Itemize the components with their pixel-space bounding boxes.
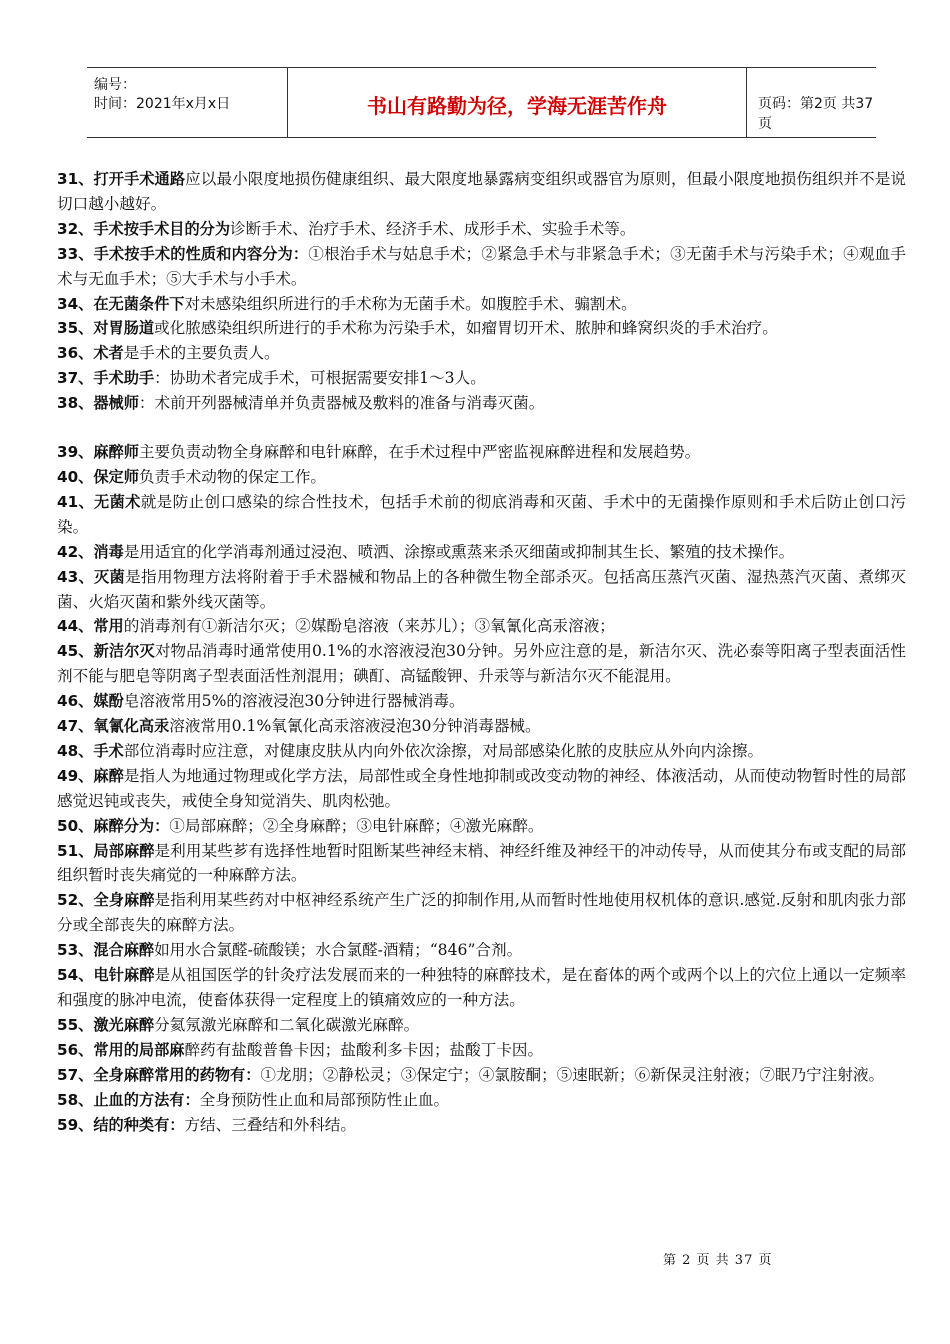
item-text: 是指用物理方法将附着于手术器械和物品上的各种微生物全部杀灭。包括高压蒸汽灭菌、湿热蒸汽灭菌、煮绑灭菌、火焰灭菌和紫外线灭菌等。 xyxy=(57,567,906,611)
item-text: 负责手术动物的保定工作。 xyxy=(138,467,327,486)
item-text: 如用水合氯醛-硫酸镁；水合氯醛-酒精；“846”合剂。 xyxy=(154,941,523,960)
list-item xyxy=(57,217,906,242)
list-item xyxy=(57,490,906,540)
list-item xyxy=(57,565,906,615)
header-middle-cell xyxy=(287,68,747,137)
item-text: ①局部麻醉；②全身麻醉；③电针麻醉；④激光麻醉。 xyxy=(169,816,544,835)
item-term: 58、止血的方法有： xyxy=(57,1090,200,1109)
item-text: ①根治手术与姑息手术；②紧急手术与非紧急手术；③无菌手术与污染手术；④观血手术与无血手术；⑤大手术与小手术。 xyxy=(57,244,906,288)
header-motto: 书山有路勤为径，学海无涯苦作舟 xyxy=(367,94,667,118)
document-code-label: 编号： xyxy=(94,77,136,93)
item-text: 醉药有盐酸普鲁卡因；盐酸利多卡因；盐酸丁卡因。 xyxy=(184,1040,544,1059)
item-term: 33、手术按手术的性质和内容分为： xyxy=(57,244,309,263)
page-footer: 第 2 页 共 37 页 xyxy=(663,1253,773,1268)
paragraph-gap xyxy=(57,416,906,440)
item-text: 全身预防性止血和局部预防性止血。 xyxy=(199,1090,450,1109)
list-item xyxy=(57,366,906,391)
item-term: 51、局部麻醉 xyxy=(57,841,155,860)
item-term: 42、消毒 xyxy=(57,542,124,561)
list-item xyxy=(57,714,906,739)
item-term: 48、手术 xyxy=(57,741,124,760)
item-term: 36、术者 xyxy=(57,344,124,363)
item-text: 部位消毒时应注意，对健康皮肤从内向外依次涂擦，对局部感染化脓的皮肤应从外向内涂擦。 xyxy=(123,741,764,760)
item-term: 32、手术按手术目的分为 xyxy=(57,219,231,238)
document-body xyxy=(57,167,906,1137)
list-item xyxy=(57,614,906,639)
item-term: 52、全身麻醉 xyxy=(57,891,155,910)
item-term: 44、常用 xyxy=(57,617,124,636)
item-term: 31、打开手术通路 xyxy=(57,170,186,188)
item-text: 是手术的主要负责人。 xyxy=(123,344,280,363)
list-item xyxy=(57,341,906,366)
header-table xyxy=(87,67,876,138)
item-text: 是用适宜的化学消毒剂通过浸泡、喷洒、涂擦或熏蒸来杀灭细菌或抑制其生长、繁殖的技术操作。 xyxy=(123,542,795,561)
item-term: 37、手术助手 xyxy=(57,369,155,388)
list-item xyxy=(57,1013,906,1038)
item-term: 35、对胃肠道 xyxy=(57,319,155,338)
header-left-cell xyxy=(87,68,287,137)
item-term: 43、灭菌 xyxy=(57,567,126,586)
item-text: 分氦氖激光麻醉和二氧化碳激光麻醉。 xyxy=(154,1015,420,1034)
item-term: 55、激光麻醉 xyxy=(57,1015,155,1034)
list-item xyxy=(57,839,906,889)
item-term: 54、电针麻醉 xyxy=(57,966,155,985)
item-text: 的消毒剂有①新洁尔灭；②媒酚皂溶液（来苏儿）；③氧氰化高汞溶液； xyxy=(123,617,615,636)
list-item xyxy=(57,639,906,689)
item-text: 方结、三叠结和外科结。 xyxy=(184,1115,356,1134)
list-item xyxy=(57,391,906,416)
list-item xyxy=(57,465,906,490)
list-item xyxy=(57,167,906,217)
list-item xyxy=(57,292,906,317)
list-item xyxy=(57,888,906,938)
item-term: 56、常用的局部麻 xyxy=(57,1040,185,1059)
item-text: 对物品消毒时通常使用0.1%的水溶液浸泡30分钟。另外应注意的是，新洁尔灭、洗必泰等阳离子型表面活性剂不能与肥皂等阴离子型表面活性剂混用；碘酊、高锰酸钾、升汞等与新洁尔灭不能混用。 xyxy=(57,642,906,686)
list-item xyxy=(57,1038,906,1063)
item-text: 是利用某些芗有选择性地暂时阻断某些神经末梢、神经纤维及神经干的冲动传导，从而使其分布或支配的局部组织暂时丧失痛觉的一种麻醉方法。 xyxy=(57,841,906,885)
item-term: 50、麻醉分为： xyxy=(57,816,170,835)
item-text: 是指人为地通过物理或化学方法，局部性或全身性地抑制或改变动物的神经、体液活动，从而使动物暂时性的局部感觉迟钝或丧失，戒使全身知觉消失、肌肉松弛。 xyxy=(57,766,906,810)
list-item xyxy=(57,1113,906,1138)
list-item xyxy=(57,540,906,565)
item-text: ：协助术者完成手术，可根据需要安排1～3人。 xyxy=(154,369,486,388)
item-term: 49、麻醉 xyxy=(57,766,124,785)
item-text: 就是防止创口感染的综合性技术，包括手术前的彻底消毒和灭菌、手术中的无菌操作原则和手术后防止创口污染。 xyxy=(57,492,906,536)
item-text: 主要负责动物全身麻醉和电针麻醉，在手术过程中严密监视麻醉进程和发展趋势。 xyxy=(138,443,701,462)
item-text: 是指利用某些药对中枢神经系统产生广泛的抑制作用,从而暂时性地使用权机体的意识.感觉.反射和肌肉张力部分或全部丧失的麻醉方法。 xyxy=(57,891,906,935)
list-item xyxy=(57,739,906,764)
item-text: ：术前开列器械清单并负责器械及敷料的准备与消毒灭菌。 xyxy=(138,394,545,413)
item-text: 皂溶液常用5%的溶液浸泡30分钟进行器械消毒。 xyxy=(123,692,465,711)
item-text: 是从祖国医学的针灸疗法发展而来的一种独特的麻醉技术，是在畜体的两个或两个以上的穴位上通以一定频率和强度的脉冲电流，使畜体获得一定程度上的镇痛效应的一种方法。 xyxy=(57,966,906,1009)
item-text: 溶液常用0.1%氧氰化高汞溶液浸泡30分钟消毒器械。 xyxy=(169,717,541,736)
item-term: 40、保定师 xyxy=(57,467,139,486)
list-item xyxy=(57,440,906,465)
item-term: 47、氧氰化高汞 xyxy=(57,717,170,736)
item-text: 诊断手术、治疗手术、经济手术、成形手术、实验手术等。 xyxy=(230,219,636,238)
list-item xyxy=(57,938,906,963)
header-page-label: 页码：第2页 共37页 xyxy=(758,96,874,132)
item-text: ①龙朋；②静松灵；③保定宁；④氯胺酮；⑤速眠新；⑥新保灵注射液；⑦眠乃宁注射液。 xyxy=(260,1065,885,1084)
list-item xyxy=(57,316,906,341)
list-item xyxy=(57,689,906,714)
list-item xyxy=(57,963,906,1013)
document-time-label: 时间：2021年x月x日 xyxy=(94,96,231,112)
item-term: 53、混合麻醉 xyxy=(57,941,155,960)
header-right-cell xyxy=(746,68,876,137)
list-item xyxy=(57,1088,906,1113)
list-item xyxy=(57,764,906,814)
item-text: 应以最小限度地损伤健康组织、最大限度地暴露病变组织或器官为原则，但最小限度地损伤组织并不是说切口越小越好。 xyxy=(57,170,906,213)
item-term: 59、结的种类有： xyxy=(57,1115,185,1134)
item-term: 57、全身麻醉常用的药物有： xyxy=(57,1065,261,1084)
list-item xyxy=(57,814,906,839)
list-item xyxy=(57,242,906,292)
item-text: 对未感染组织所进行的手术称为无菌手术。如腹腔手术、骟割术。 xyxy=(184,294,637,313)
item-term: 38、器械师 xyxy=(57,394,139,413)
item-term: 46、媒酚 xyxy=(57,692,124,711)
item-term: 39、麻醉师 xyxy=(57,443,139,462)
item-term: 34、在无菌条件下 xyxy=(57,294,185,313)
list-item xyxy=(57,1063,906,1088)
item-term: 41、无菌术 xyxy=(57,492,141,511)
item-term: 45、新洁尔灭 xyxy=(57,642,155,661)
item-text: 或化脓感染组织所进行的手术称为污染手术，如瘤胃切开术、脓肿和蜂窝织炎的手术治疗。 xyxy=(154,319,778,338)
